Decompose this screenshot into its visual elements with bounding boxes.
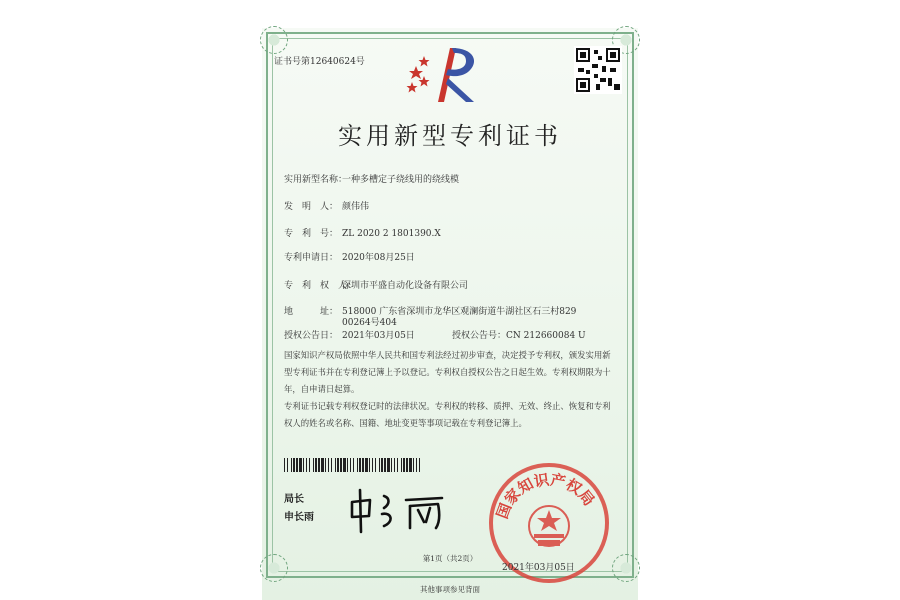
field-row-patentee xyxy=(284,278,468,291)
field-row-announce xyxy=(284,328,586,341)
certificate-number: 证书号第12640624号 xyxy=(274,57,365,67)
director-name: 申长雨 xyxy=(284,512,314,523)
certificate-title: 实用新型专利证书 xyxy=(338,122,562,150)
field-row-patent-number xyxy=(284,226,441,239)
field-label: 专 利 权 人： xyxy=(284,281,357,291)
legal-status-paragraph: 专利证书记载专利权登记时的法律状况。专利权的转移、质押、无效、终止、恢复和专利权人的姓名或名称、国籍、地址变更等事项记载在专利登记簿上。 xyxy=(284,401,611,428)
grant-paragraph: 国家知识产权局依照中华人民共和国专利法经过初步审查，决定授予专利权，颁发实用新型专利证书并在专利登记簿上予以登记。专利权自授权公告之日起生效。专利权期限为十年，自申请日起算。 xyxy=(284,350,611,394)
barcode xyxy=(284,458,424,472)
announce-number-value: CN 212660084 U xyxy=(506,331,586,341)
field-value: 2020年08月25日 xyxy=(342,253,415,263)
field-row-address-line2 xyxy=(284,315,397,328)
field-value: 深圳市平盛自动化设备有限公司 xyxy=(342,281,469,291)
field-row-inventor xyxy=(284,199,369,212)
page-number: 第1页（共2页） xyxy=(422,554,478,563)
seal-text: 国家知识产权局 xyxy=(493,470,599,522)
field-row-name xyxy=(284,172,459,185)
field-row-filing-date xyxy=(284,250,415,263)
seal-date: 2021年03月05日 xyxy=(502,563,575,573)
field-label: 地 址： xyxy=(284,307,339,317)
announce-date-value: 2021年03月05日 xyxy=(342,331,415,341)
qr-code-icon xyxy=(574,46,622,94)
field-value: ZL 2020 2 1801390.X xyxy=(342,229,441,239)
director-title: 局长 xyxy=(284,494,304,505)
field-label: 实用新型名称： xyxy=(284,175,348,185)
director-signature xyxy=(344,482,454,538)
patent-certificate xyxy=(262,28,638,600)
field-label: 专 利 号： xyxy=(284,229,339,239)
footer-note: 其他事项参见背面 xyxy=(420,585,480,594)
announce-number-label: 授权公告号： xyxy=(452,331,507,341)
field-value: 518000 广东省深圳市龙华区观澜街道牛湖社区石三村829 xyxy=(342,307,577,317)
field-value: 00264号404 xyxy=(342,318,397,328)
cnipa-logo xyxy=(402,42,482,106)
corner-rosette xyxy=(260,26,288,54)
field-label: 专利申请日： xyxy=(284,253,339,263)
announce-date-label: 授权公告日： xyxy=(284,331,339,341)
field-label: 发 明 人： xyxy=(284,202,339,212)
svg-text:国家知识产权局 xyxy=(493,470,598,521)
field-value: 颜伟伟 xyxy=(342,202,370,212)
field-value: 一种多槽定子绕线用的绕线模 xyxy=(342,175,460,185)
